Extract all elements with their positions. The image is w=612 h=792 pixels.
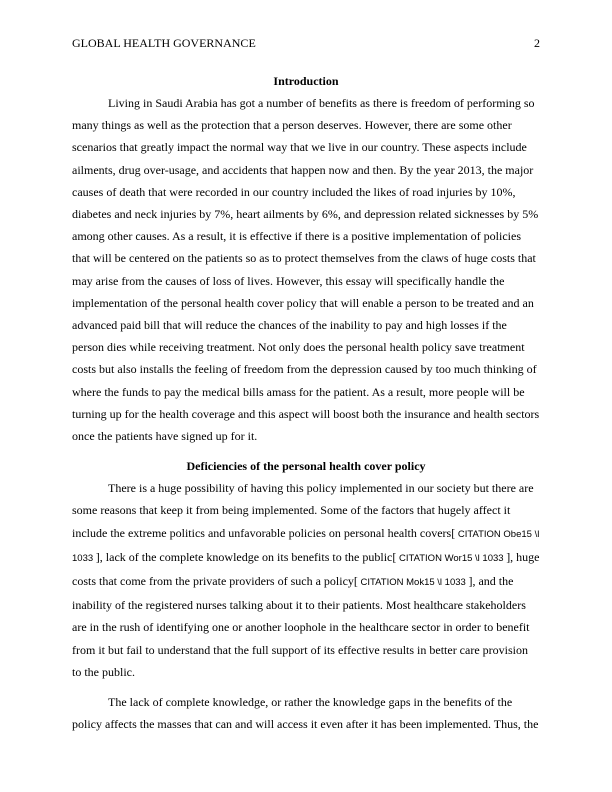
paragraph-text: There is a huge possibility of having this policy implemented in our society but there are some reasons that keep it from being implemented. Some of the factors that hugely affect it include the extreme politics and unfavorable policies on personal health covers[: [72, 481, 534, 540]
citation-field: CITATION Wor15 \l 1033: [396, 552, 507, 564]
running-head: GLOBAL HEALTH GOVERNANCE: [72, 36, 256, 50]
deficiencies-paragraph-2: The lack of complete knowledge, or rather the knowledge gaps in the benefits of the policy affects the masses that can and will access it even after it has been implemented. Thus, the: [72, 695, 539, 732]
deficiencies-heading: Deficiencies of the personal health cover policy: [186, 459, 426, 474]
paragraph-text: ], lack of the complete knowledge on its benefits to the public[: [95, 549, 397, 564]
document-body: [72, 70, 540, 735]
deficiencies-paragraph-1: [72, 477, 540, 683]
citation-field: CITATION Obe15 \l 1033: [72, 528, 540, 564]
introduction-heading: Introduction: [273, 74, 339, 88]
citation-field: CITATION Mok15 \l 1033: [357, 577, 469, 589]
paragraph-text: ], and the inability of the registered nurses talking about it to their patients. Most healthcare stakeholders are in the rush of identifying one or another loophole in the healthcare sector in order to benefit from it but fail to understand that the full support of its effective results in better care provision to the public.: [72, 574, 530, 679]
introduction-paragraph: Living in Saudi Arabia has got a number of benefits as there is freedom of performing so many things as well as the protection that a person deserves. However, there are some other scenarios that greatly impact the normal way that we live in our country. These aspects include ailments, drug over-usage, and accidents that happen now and then. By the year 2013, the major causes of death that were recorded in our country included the likes of road injuries by 10%, diabetes and neck injuries by 7%, heart ailments by 6%, and depression related sicknesses by 5% among other causes. As a result, it is effective if there is a positive implementation of policies that will be centered on the patients so as to protect themselves from the claws of huge costs that may arise from the causes of loss of lives. However, this essay will specifically handle the implementation of the personal health cover policy that will enable a person to be treated and an advanced paid bill that will reduce the chances of the inability to pay and high losses if the person dies while receiving treatment. Not only does the personal health policy save treatment costs but also installs the feeling of freedom from the depression caused by too much thinking of where the funds to pay the medical bills amass for the patient. As a result, more people will be turning up for the health coverage and this aspect will boost both the insurance and health sectors once the patients have signed up for it.: [72, 96, 540, 444]
paragraph-text: ], huge costs that come from the private providers of such a policy[: [72, 549, 540, 589]
page-number: 2: [534, 36, 540, 50]
